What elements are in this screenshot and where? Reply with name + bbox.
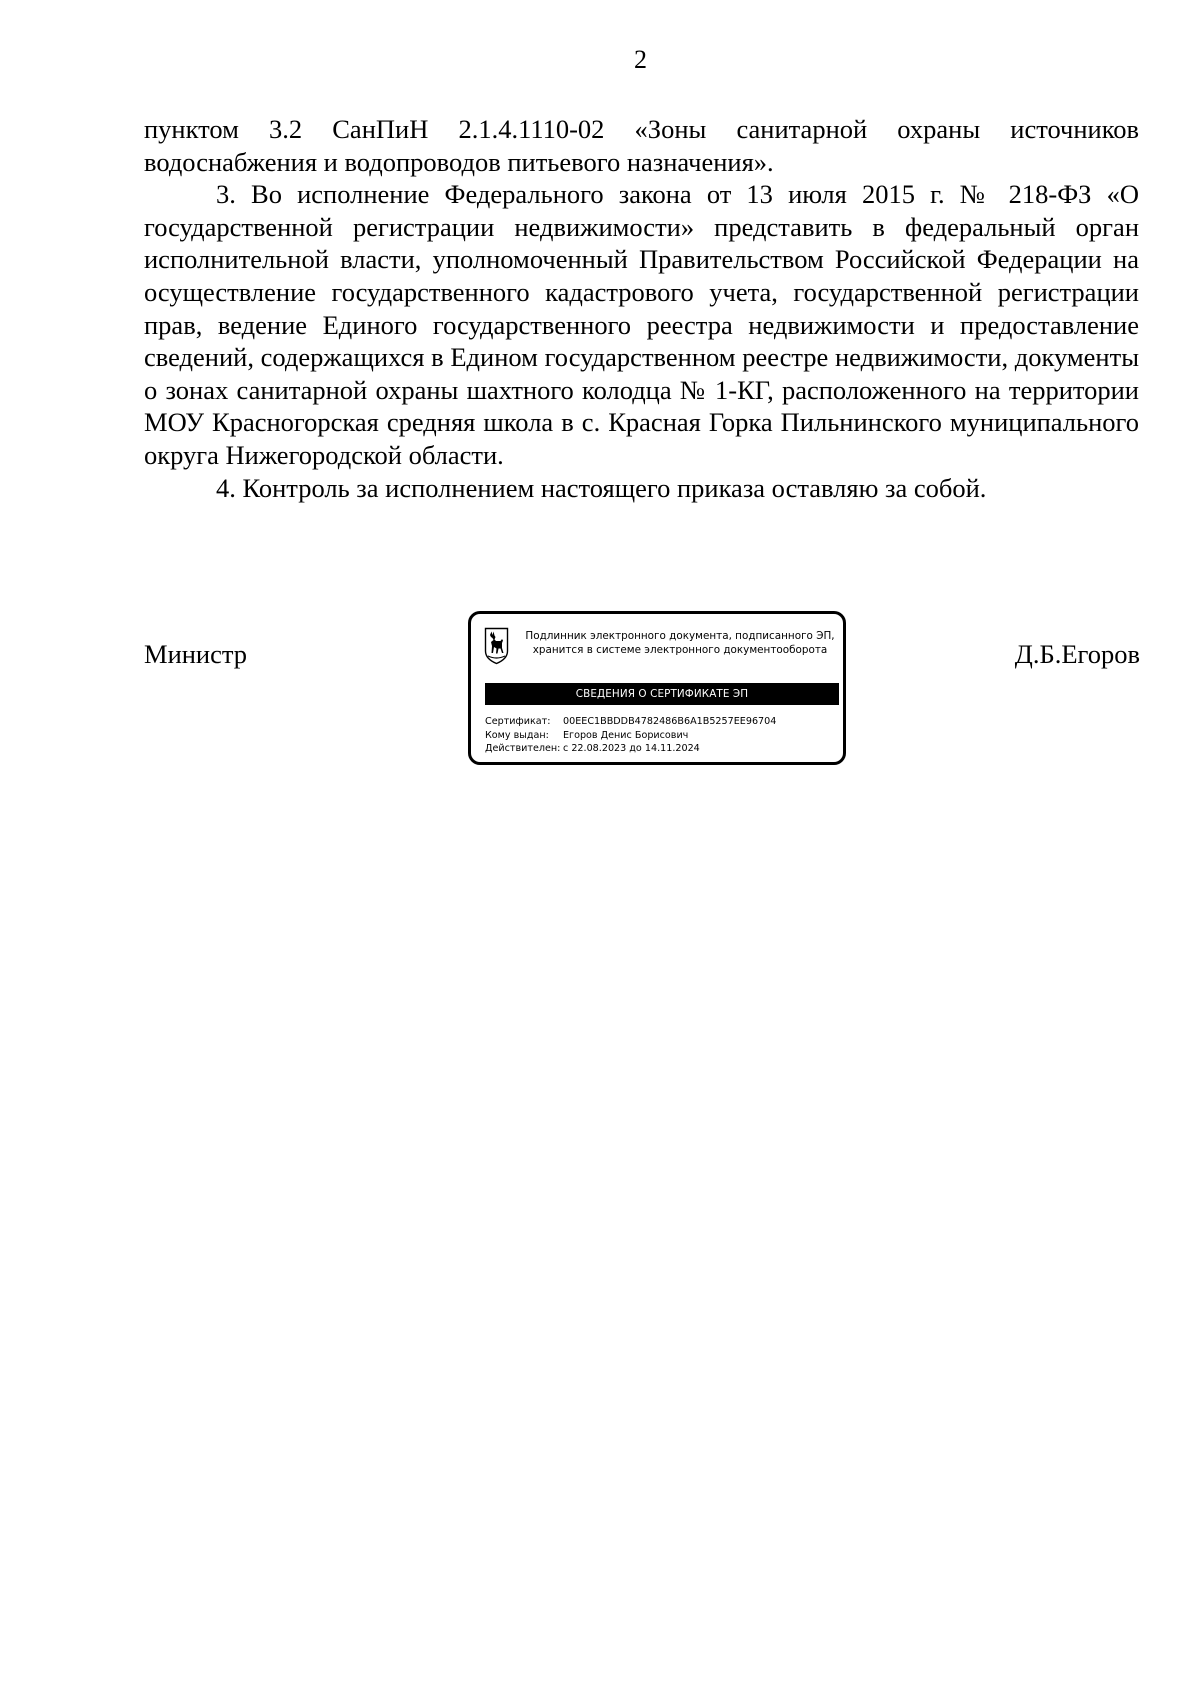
issued-to-label: Кому выдан: xyxy=(485,729,549,741)
certificate-label: Сертификат: xyxy=(485,716,551,727)
paragraph-continuation: пунктом 3.2 СанПиН 2.1.4.1110-02 «Зоны санитарной охраны источников водоснабжения и водопроводов питьевого назначения». xyxy=(144,114,1139,177)
signer-name: Д.Б.Егоров xyxy=(1014,639,1140,669)
stamp-header-line-2: хранится в системе электронного документооборота xyxy=(532,644,828,656)
signer-position: Министр xyxy=(144,639,248,669)
paragraph-item-3: 3. Во исполнение Федерального закона от 13 июля 2015 г. № 218-ФЗ «О государственной регистрации недвижимости» представить в федеральный орган исполнительной власти, уполномоченный Правительством Российской Федерации на осуществление государственного кадастрового учета, государственной регистрации прав, ведение Единого государственного реестра недвижимости и предоставление сведений, содержащихся в Едином государственном реестре недвижимости, документы о зонах санитарной охраны шахтного колодца № 1-КГ, расположенного на территории МОУ Красногорская средняя школа в с. Красная Горка Пильнинского муниципального округа Нижегородской области. xyxy=(144,179,1139,470)
coat-of-arms-icon xyxy=(484,627,509,665)
stamp-title-bar: СВЕДЕНИЯ О СЕРТИФИКАТЕ ЭП xyxy=(485,683,839,705)
issued-to-row xyxy=(485,729,835,743)
issued-to-value: Егоров Денис Борисович xyxy=(563,729,689,741)
certificate-value: 00EEC1BBDDB4782486B6A1B5257EE96704 xyxy=(563,716,777,727)
certificate-row xyxy=(485,715,835,729)
stamp-header-line-1: Подлинник электронного документа, подписанного ЭП, xyxy=(525,630,835,642)
validity-row xyxy=(485,742,835,756)
document-body xyxy=(144,113,1139,504)
stamp-header xyxy=(519,629,841,657)
validity-value: с 22.08.2023 до 14.11.2024 xyxy=(563,743,700,754)
page-number: 2 xyxy=(634,45,647,74)
certificate-details xyxy=(485,715,835,756)
validity-label: Действителен: xyxy=(485,743,561,754)
electronic-signature-stamp xyxy=(468,611,846,765)
paragraph-item-4: 4. Контроль за исполнением настоящего приказа оставляю за собой. xyxy=(216,472,987,503)
